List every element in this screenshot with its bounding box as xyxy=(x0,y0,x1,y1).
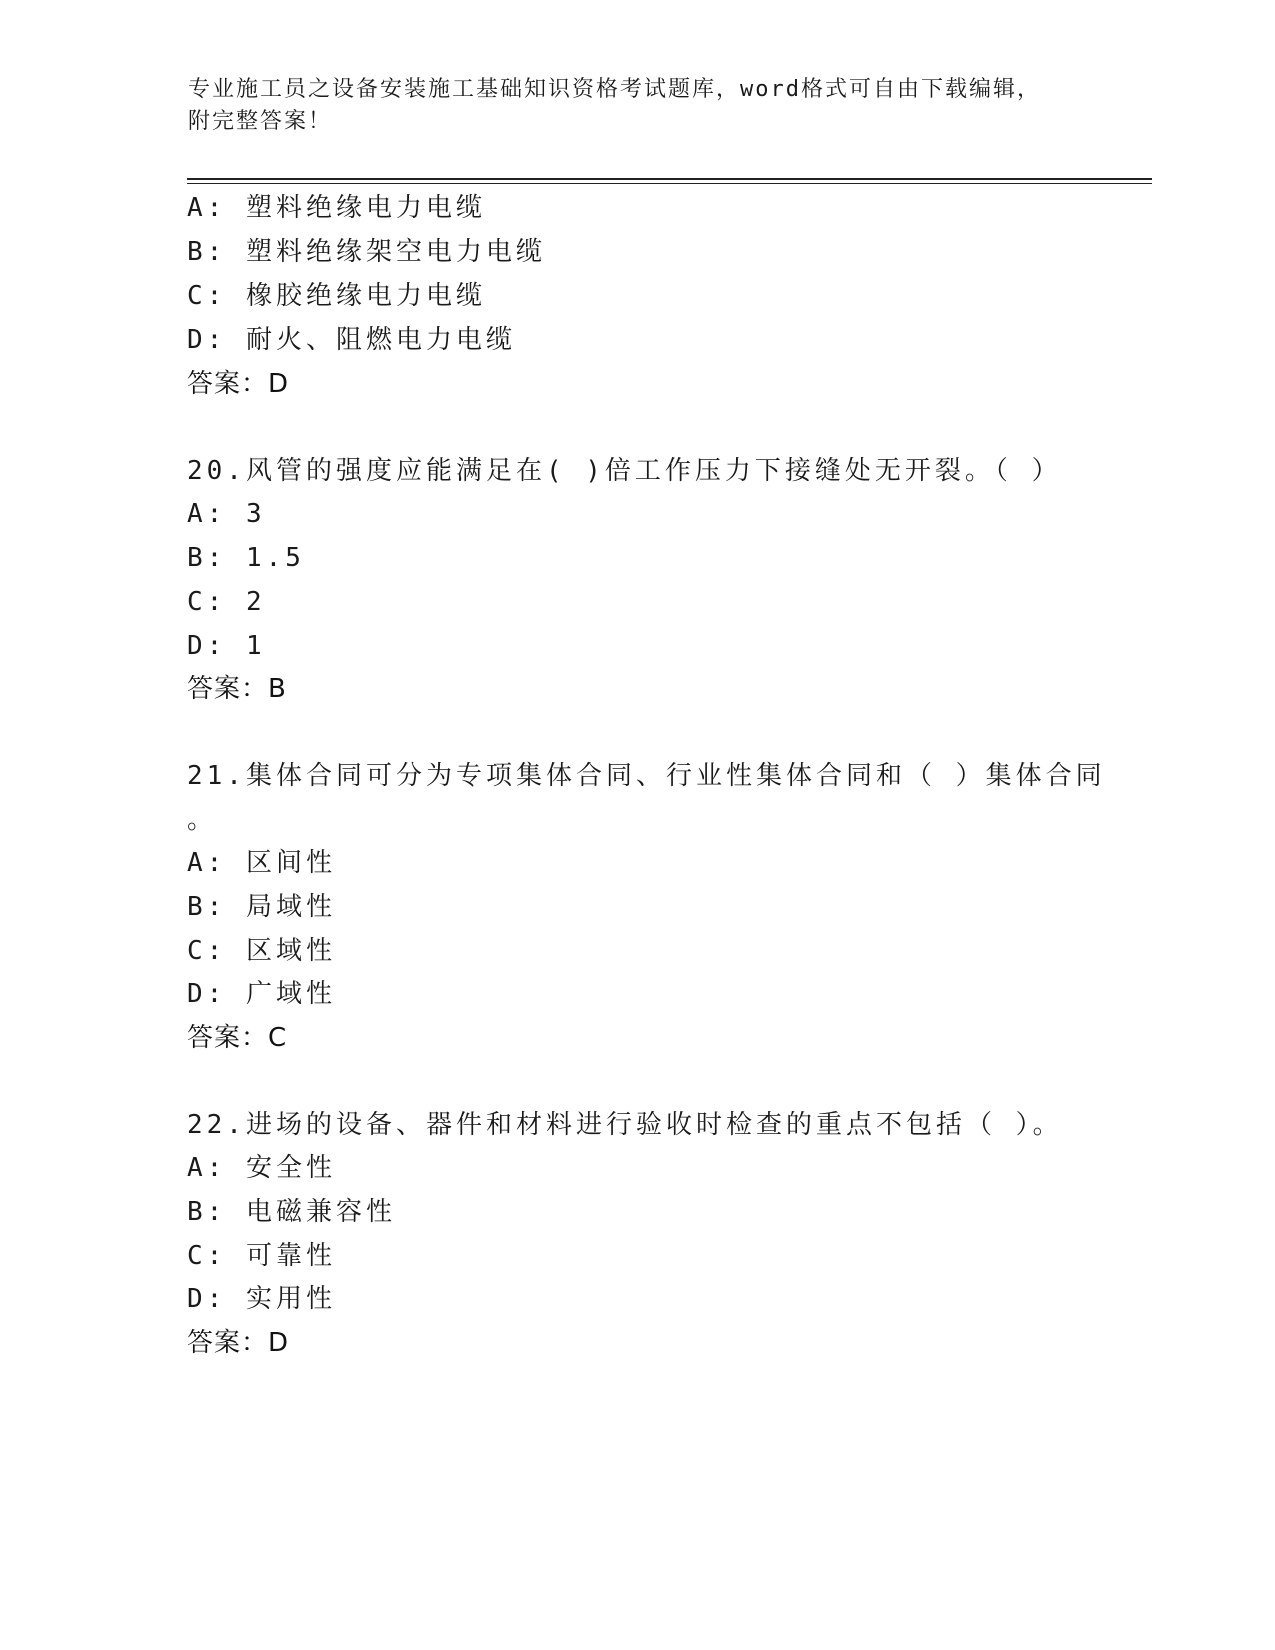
q22-answer: 答案：D xyxy=(187,1328,290,1358)
q20-answer: 答案：B xyxy=(187,674,287,704)
q20-option-a: A: 3 xyxy=(187,499,266,529)
q21-option-d: D: 广域性 xyxy=(187,979,336,1009)
q21-option-c: C: 区域性 xyxy=(187,936,336,966)
q22-option-c: C: 可靠性 xyxy=(187,1241,336,1271)
q21-question-line-1: 21.集体合同可分为专项集体合同、行业性集体合同和（ ）集体合同 xyxy=(187,761,1106,791)
q19-option-a: A: 塑料绝缘电力电缆 xyxy=(187,193,486,223)
header-line-1: 专业施工员之设备安装施工基础知识资格考试题库，word格式可自由下载编辑， xyxy=(188,77,1041,102)
header-divider-thin xyxy=(187,183,1152,184)
q19-option-c: C: 橡胶绝缘电力电缆 xyxy=(187,281,486,311)
q22-option-b: B: 电磁兼容性 xyxy=(187,1197,396,1227)
document-header xyxy=(188,74,1068,138)
q20-option-b: B: 1.5 xyxy=(187,543,305,573)
header-divider-thick xyxy=(187,178,1152,180)
q20-option-c: C: 2 xyxy=(187,587,266,617)
q22-option-a: A: 安全性 xyxy=(187,1153,336,1183)
q21-answer: 答案：C xyxy=(187,1023,288,1053)
q19-option-b: B: 塑料绝缘架空电力电缆 xyxy=(187,237,546,267)
q20-question: 20.风管的强度应能满足在( )倍工作压力下接缝处无开裂。（ ） xyxy=(187,456,1062,486)
q21-option-a: A: 区间性 xyxy=(187,848,336,878)
header-line-2: 附完整答案！ xyxy=(188,109,333,134)
q19-answer: 答案：D xyxy=(187,369,290,399)
q22-question: 22.进场的设备、器件和材料进行验收时检查的重点不包括（ ）。 xyxy=(187,1110,1063,1140)
q19-option-d: D: 耐火、阻燃电力电缆 xyxy=(187,325,516,355)
q21-question-line-2: 。 xyxy=(187,805,218,835)
q20-option-d: D: 1 xyxy=(187,631,266,661)
q21-option-b: B: 局域性 xyxy=(187,892,336,922)
q22-option-d: D: 实用性 xyxy=(187,1284,336,1314)
